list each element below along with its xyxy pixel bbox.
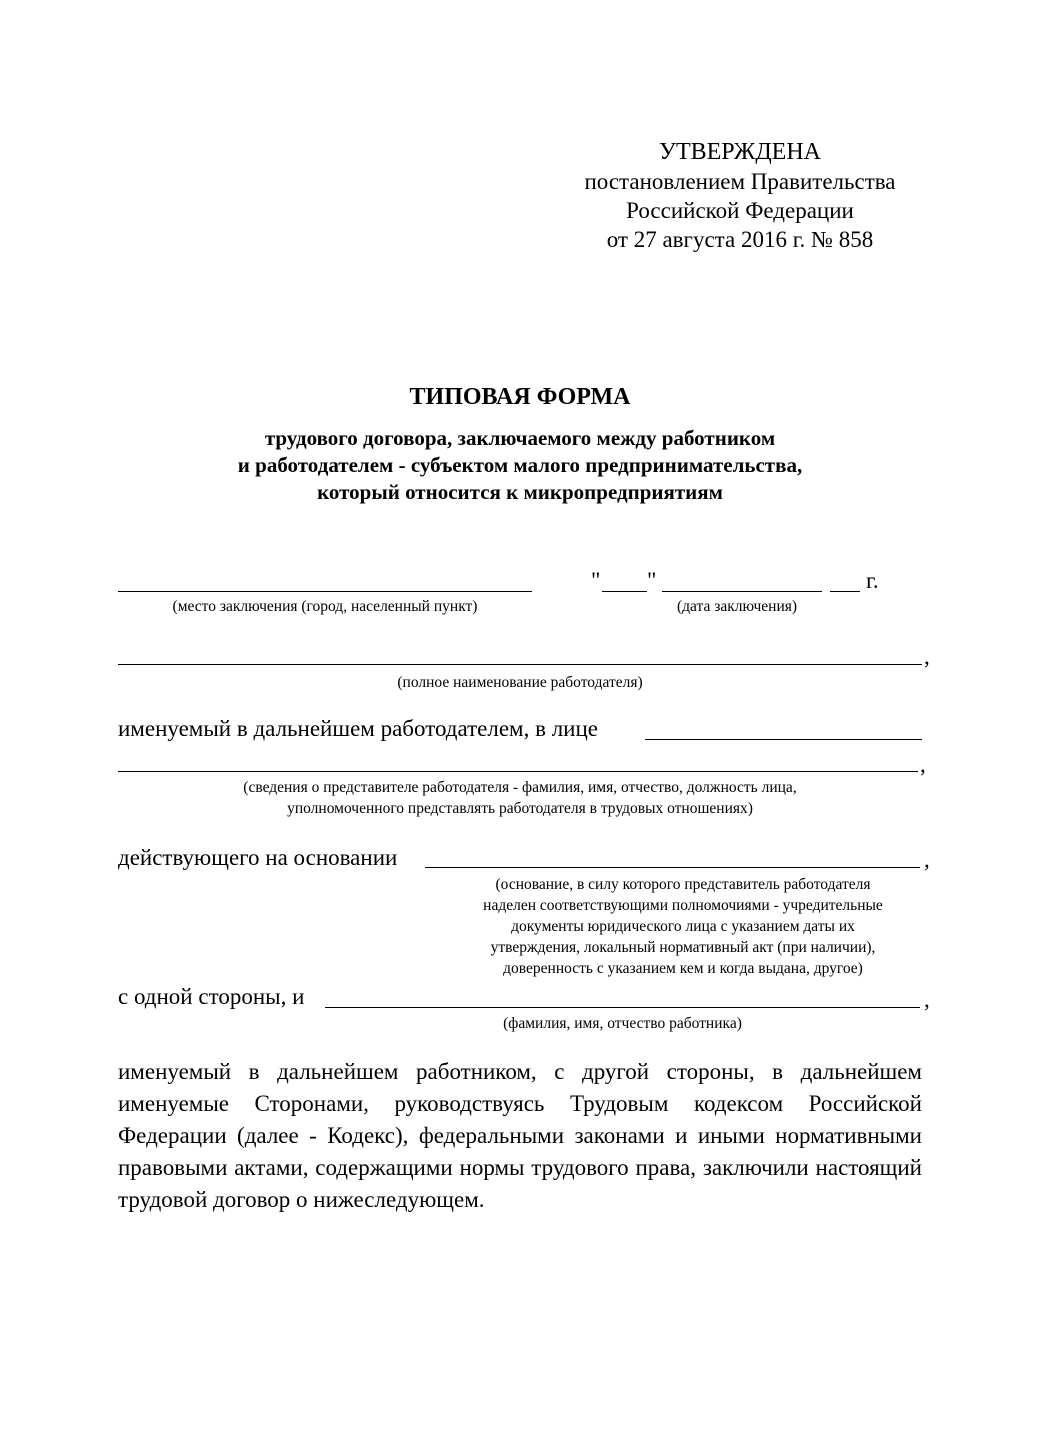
employee-label: с одной стороны, и xyxy=(118,984,305,1009)
month-field-line xyxy=(662,591,822,592)
employer-caption: (полное наименование работодателя) xyxy=(397,674,643,691)
year-input[interactable] xyxy=(831,568,859,590)
representative-input-2[interactable] xyxy=(120,748,916,770)
month-input[interactable] xyxy=(664,568,820,590)
employer-field-line xyxy=(118,664,922,665)
contract-preamble: именуемый в дальнейшем работником, с другой стороны, в дальнейшем именуемые Сторонами, руководствуясь Трудовым кодексом Российской Федерации (далее - Кодекс), федеральными законами и иными нормативными правовыми актами, содержащими нормы трудового права, заключили настоящий трудовой договор о нижеследующем. xyxy=(118,1059,922,1212)
basis-field-line xyxy=(425,867,920,868)
representative-comma: , xyxy=(920,752,926,777)
basis-caption-4: утверждения, локальный нормативный акт (при наличии), xyxy=(490,939,876,956)
representative-caption-1: (сведения о представителе работодателя - фамилия, имя, отчество, должность лица, xyxy=(243,779,797,796)
basis-input[interactable] xyxy=(427,844,918,866)
basis-caption-5: доверенность с указанием кем и когда выдана, другое) xyxy=(503,960,863,977)
form-subtitle xyxy=(118,425,922,506)
basis-label: действующего на основании xyxy=(118,845,398,870)
employer-name-input[interactable] xyxy=(120,641,920,663)
place-caption: (место заключения (город, населенный пункт) xyxy=(172,598,478,615)
day-input[interactable] xyxy=(603,568,646,590)
employee-caption: (фамилия, имя, отчество работника) xyxy=(503,1015,742,1032)
representative-input-1[interactable] xyxy=(647,716,920,738)
day-field-line xyxy=(602,591,647,592)
place-input[interactable] xyxy=(120,568,530,590)
basis-caption-1: (основание, в силу которого представитель работодателя xyxy=(495,876,871,893)
approval-line-1: постановлением Правительства xyxy=(584,169,896,194)
representative-field-line-2 xyxy=(118,771,918,772)
employee-field-line xyxy=(325,1007,920,1008)
approval-line-2: Российской Федерации xyxy=(626,198,854,223)
year-field-line xyxy=(830,591,860,592)
representative-field-line-1 xyxy=(645,739,922,740)
quote-close: " xyxy=(647,568,657,593)
employee-name-input[interactable] xyxy=(327,984,918,1006)
quote-open: " xyxy=(591,568,601,593)
representative-label: именуемый в дальнейшем работодателем, в лице xyxy=(118,716,599,741)
approval-title: УТВЕРЖДЕНА xyxy=(658,139,822,165)
subtitle-line-3: который относится к микропредприятиям xyxy=(317,480,723,504)
approval-line-3: от 27 августа 2016 г. № 858 xyxy=(606,227,874,252)
date-caption: (дата заключения) xyxy=(676,598,798,615)
basis-caption-3: документы юридического лица с указанием даты их xyxy=(511,918,855,935)
basis-caption-2: наделен соответствующими полномочиями - учредительные xyxy=(483,897,883,914)
form-title: ТИПОВАЯ ФОРМА xyxy=(409,384,631,410)
employer-comma: , xyxy=(924,644,930,669)
approval-block xyxy=(560,138,920,254)
place-field-line xyxy=(118,591,532,592)
year-suffix: г. xyxy=(866,568,879,593)
subtitle-line-1: трудового договора, заключаемого между работником xyxy=(264,426,776,450)
basis-comma: , xyxy=(924,847,930,872)
representative-caption-2: уполномоченного представлять работодателя в трудовых отношениях) xyxy=(287,800,753,817)
subtitle-line-2: и работодателем - субъектом малого предпринимательства, xyxy=(237,453,803,477)
employee-comma: , xyxy=(924,987,930,1012)
